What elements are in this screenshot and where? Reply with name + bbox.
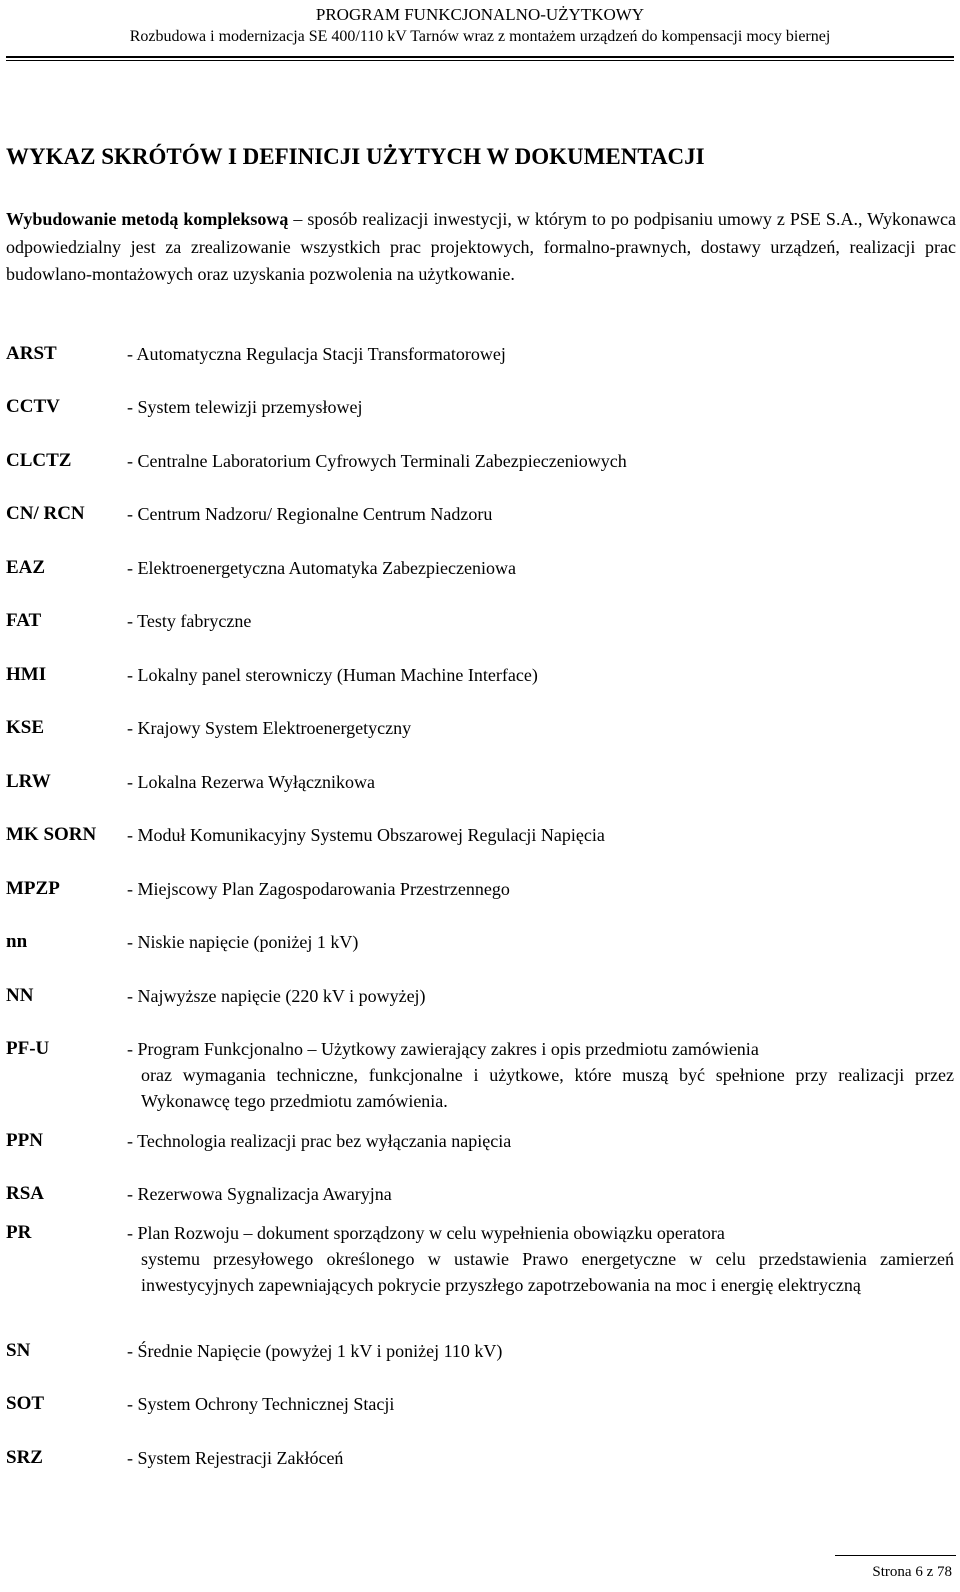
abbreviation-term: SRZ bbox=[6, 1447, 43, 1468]
abbreviation-definition bbox=[127, 341, 954, 367]
footer-divider bbox=[835, 1555, 956, 1556]
definition-text: - Plan Rozwoju – dokument sporządzony w celu wypełnienia obowiązku operatora bbox=[127, 1223, 725, 1243]
header-subtitle: Rozbudowa i modernizacja SE 400/110 kV Tarnów wraz z montażem urządzeń do kompensacji mocy biernej bbox=[129, 28, 831, 45]
abbreviation-term: NN bbox=[6, 985, 34, 1006]
abbreviation-term: FAT bbox=[6, 610, 42, 631]
abbreviation-term: ARST bbox=[6, 343, 57, 364]
definition-text: - Średnie Napięcie (powyżej 1 kV i poniżej 110 kV) bbox=[127, 1341, 503, 1361]
definition-text: - Testy fabryczne bbox=[127, 611, 252, 631]
abbreviation-term: EAZ bbox=[6, 557, 46, 578]
definition-text: - Technologia realizacji prac bez wyłączania napięcia bbox=[127, 1131, 512, 1151]
definition-text: - Centralne Laboratorium Cyfrowych Terminali Zabezpieczeniowych bbox=[127, 451, 627, 471]
page-header bbox=[0, 4, 960, 48]
abbreviation-definition bbox=[127, 1036, 954, 1114]
abbreviation-definition bbox=[127, 715, 954, 741]
abbreviation-definition bbox=[127, 983, 954, 1009]
definition-text: - Centrum Nadzoru/ Regionalne Centrum Nadzoru bbox=[127, 504, 493, 524]
abbreviation-term: SOT bbox=[6, 1393, 45, 1414]
abbreviation-definition bbox=[127, 1445, 954, 1471]
definition-text: - System telewizji przemysłowej bbox=[127, 397, 363, 417]
abbreviation-term: PF-U bbox=[6, 1038, 50, 1059]
abbreviation-term: MK SORN bbox=[6, 824, 97, 845]
abbreviation-term: MPZP bbox=[6, 878, 60, 899]
abbreviation-term: nn bbox=[6, 931, 28, 952]
definition-text: - Lokalny panel sterowniczy (Human Machine Interface) bbox=[127, 665, 538, 685]
definition-text: - Rezerwowa Sygnalizacja Awaryjna bbox=[127, 1184, 392, 1204]
abbreviation-term: SN bbox=[6, 1340, 31, 1361]
header-title: PROGRAM FUNKCJONALNO-UŻYTKOWY bbox=[315, 5, 645, 24]
intro-text: – sposób realizacji inwestycji, w którym to po podpisaniu umowy z PSE S.A., Wykonawca odpowiedzialny jest za zrealizowanie wszystkich prac projektowych, formalno-prawnych, dostawy urządzeń, realizacji prac budowlano-montażowych oraz uzyskania pozwolenia na użytkowanie. bbox=[6, 209, 956, 284]
definition-text: - Niskie napięcie (poniżej 1 kV) bbox=[127, 932, 359, 952]
abbreviation-definition bbox=[127, 1128, 954, 1154]
page-number: Strona 6 z 78 bbox=[872, 1564, 952, 1580]
definition-text: - Elektroenergetyczna Automatyka Zabezpieczeniowa bbox=[127, 558, 516, 578]
definition-text: - Lokalna Rezerwa Wyłącznikowa bbox=[127, 772, 375, 792]
abbreviation-definition bbox=[127, 929, 954, 955]
intro-term: Wybudowanie metodą kompleksową bbox=[6, 209, 289, 229]
abbreviation-term: HMI bbox=[6, 664, 47, 685]
header-divider bbox=[6, 56, 954, 61]
abbreviation-definition bbox=[127, 555, 954, 581]
definition-text: - Program Funkcjonalno – Użytkowy zawierający zakres i opis przedmiotu zamówienia bbox=[127, 1039, 759, 1059]
abbreviation-term: RSA bbox=[6, 1183, 45, 1204]
abbreviation-term: CCTV bbox=[6, 396, 60, 417]
definition-text: - Automatyczna Regulacja Stacji Transformatorowej bbox=[127, 344, 506, 364]
section-title: WYKAZ SKRÓTÓW I DEFINICJI UŻYTYCH W DOKUMENTACJI bbox=[6, 144, 705, 169]
abbreviation-definition bbox=[127, 769, 954, 795]
abbreviation-definition bbox=[127, 876, 954, 902]
abbreviation-definition bbox=[127, 1220, 954, 1298]
definition-text: - Moduł Komunikacyjny Systemu Obszarowej Regulacji Napięcia bbox=[127, 825, 605, 845]
abbreviation-definition bbox=[127, 394, 954, 420]
abbreviation-term: CN/ RCN bbox=[6, 503, 85, 524]
abbreviation-definition bbox=[127, 608, 954, 634]
abbreviation-definition bbox=[127, 1181, 954, 1207]
abbreviation-definition bbox=[127, 662, 954, 688]
abbreviation-term: PPN bbox=[6, 1130, 43, 1151]
definition-text: - Najwyższe napięcie (220 kV i powyżej) bbox=[127, 986, 426, 1006]
abbreviation-term: PR bbox=[6, 1222, 32, 1243]
abbreviation-definition bbox=[127, 448, 954, 474]
abbreviation-term: CLCTZ bbox=[6, 450, 72, 471]
definition-text: - System Ochrony Technicznej Stacji bbox=[127, 1394, 395, 1414]
abbreviation-definition bbox=[127, 1391, 954, 1417]
definition-continuation: oraz wymagania techniczne, funkcjonalne i użytkowe, które muszą być spełnione przy realizacji przez Wykonawcę tego przedmiotu zamówienia. bbox=[141, 1065, 954, 1111]
abbreviation-definition bbox=[127, 501, 954, 527]
abbreviation-term: KSE bbox=[6, 717, 45, 738]
abbreviation-definition bbox=[127, 1338, 954, 1364]
definition-text: - System Rejestracji Zakłóceń bbox=[127, 1448, 344, 1468]
definition-text: - Krajowy System Elektroenergetyczny bbox=[127, 718, 412, 738]
intro-paragraph bbox=[6, 206, 956, 289]
abbreviation-definition bbox=[127, 822, 954, 848]
definition-text: - Miejscowy Plan Zagospodarowania Przestrzennego bbox=[127, 879, 510, 899]
abbreviation-term: LRW bbox=[6, 771, 51, 792]
definition-continuation: systemu przesyłowego określonego w ustawie Prawo energetyczne w celu przedstawienia zamierzeń inwestycyjnych zapewniających pokrycie przyszłego zapotrzebowania na moc i energię elektryczną bbox=[141, 1249, 954, 1295]
